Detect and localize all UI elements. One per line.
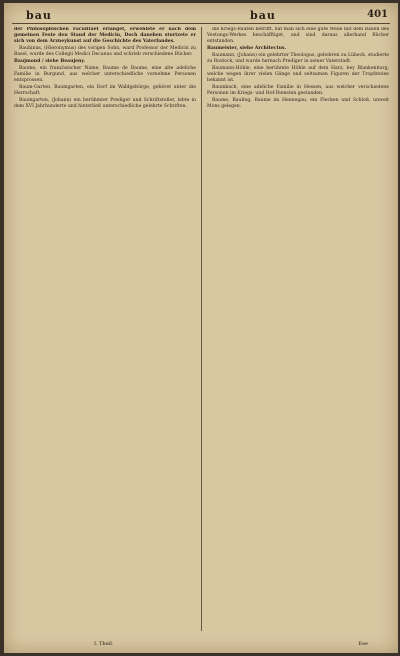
header-rule — [12, 23, 390, 24]
left-paragraph: Baume, ein französischer Name, Baume de Baume, eine alte adeliche Familie in Burgund, aus welcher unterschiedliche vornehme Personen entsprossen. — [14, 66, 196, 83]
left-paragraph: Baumgarten, (Johann) ein berühmter Prediger und Schriftsteller, lebte in dem XVI Jahrhunderte und hinterließ unterschiedliche gelehrte Schriften. — [14, 98, 196, 109]
right-paragraph: die Kriegs-Bauten betrifft, hat man sich eine gute Weile mit dem Bauen des Vestungs-Werkes beschäfftiget, und sind daraus allerhand Bücher entstanden. — [207, 27, 389, 44]
column-divider — [201, 27, 202, 631]
page-number: 401 — [367, 9, 388, 20]
running-head-left: bau — [26, 9, 52, 22]
left-paragraph: Bauhinus, (Hieronymus) des vorigen Sohn, ward Professor der Medicin zu Basel, wurde des Collegii Medici Decanus und schrieb verschiedene Bücher. — [14, 46, 196, 57]
book-page — [4, 3, 398, 653]
right-column — [207, 27, 389, 631]
left-paragraph: der Philosophischen Faculitaet erlanget, erwehlete er nach dem gemeinen Feste den Stand der Medicin, Doch daneben sturtzete er sich von dem Arzneykunst auf die Geschichte des Vaterlandes. — [14, 27, 196, 44]
left-paragraph: Baum-Garten, Baumgarten, ein Dorf im Waldgebürge, gehöret unter die Herrschaft. — [14, 85, 196, 96]
left-column — [14, 27, 196, 631]
catchword: Eee — [358, 641, 368, 647]
left-paragraph: Baujmond / siehe Beaujeny. — [14, 59, 86, 64]
right-paragraph: Baumann, (Johann) ein gelehrter Theologus, gebohren zu Lübeck, studierte zu Rostock, und wurde hernach Prediger in seiner Vaterstadt. — [207, 53, 389, 64]
signature-mark: I. Theil. — [94, 641, 114, 647]
right-paragraph: Baume, Bauling, Baume im Hennegau, ein Flecken und Schloß, unweit Mons gelegen. — [207, 98, 389, 109]
right-paragraph: Baumann-Höhle, eine berühmte Höhle auf dem Harz, bey Blankenburg, welche wegen ihrer vielen Gänge und seltsamen Figuren der Tropfsteine bekannt ist. — [207, 66, 389, 83]
right-paragraph: Baumbach, eine adeliche Familie in Hessen, aus welcher verschiedene Personen im Kriegs- und Hof-Diensten gestanden. — [207, 85, 389, 96]
running-head-right: bau — [250, 9, 276, 22]
right-paragraph: Baumeister, siehe Architectus. — [207, 46, 287, 51]
